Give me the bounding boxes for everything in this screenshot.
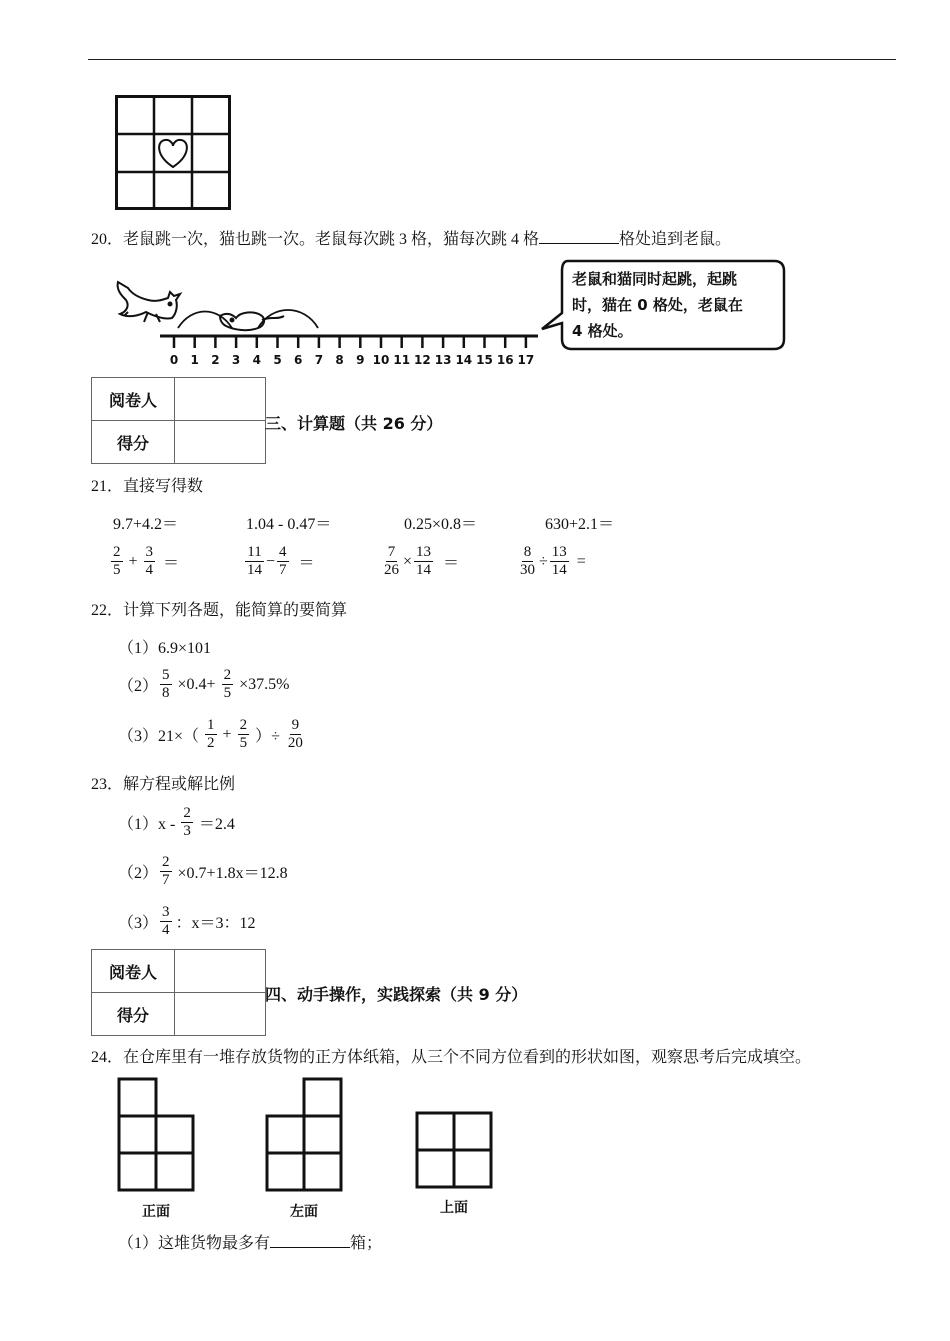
top-view-figure [414,1110,494,1217]
q23-part-1: （1）x - $\frac{2}{3}$ ＝2.4 [118,805,235,839]
left-view-figure [264,1076,344,1221]
question-text: ．在仓库里有一堆存放货物的正方体纸箱，从三个不同方位看到的形状如图，观察思考后完成填空。 [107,1049,812,1066]
q21-frac-expr-1: $\frac{2}{5}$ + $\frac{3}{4}$ ＝ [113,544,180,578]
cat-icon [118,282,180,322]
ruler-tick-label: 1 [190,353,199,367]
question-number: 22 [91,602,107,619]
q21-expr-3: 0.25×0.8＝ [404,516,478,533]
ruler-tick-label: 3 [231,353,241,367]
q22-part-3: （3）21×（ $\frac{1}{2}$ + $\frac{2}{5}$ ）÷ $\frac{9}{20}$ [118,717,303,751]
score-box [91,377,266,464]
heart-grid-figure [115,95,233,216]
question-text: （1）这堆货物最多有 [118,1235,271,1252]
question-20 [91,226,731,249]
ruler-tick-label: 10 [372,353,390,367]
bubble-line: 时，猫在 0 格处，老鼠在 [572,296,743,314]
reviewer-label: 阅卷人 [92,378,175,421]
score-label: 得分 [92,993,175,1036]
question-23 [91,771,235,794]
question-number: 21 [91,478,107,495]
question-text-end: 箱； [350,1235,383,1252]
score-box [91,949,266,1036]
ruler-tick-label: 0 [169,353,179,367]
answer-blank[interactable] [270,1233,350,1248]
score-cell[interactable] [175,421,266,464]
question-21 [91,473,203,496]
ruler-tick-label: 14 [455,353,473,367]
view-caption-top: 上面 [440,1200,468,1216]
ruler-tick-label: 7 [314,353,324,367]
ruler-tick-label: 17 [517,353,535,367]
q22-part-2: （2） $\frac{5}{8}$ ×0.4+ $\frac{2}{5}$ ×37.5% [118,667,290,701]
question-text: ．老鼠跳一次，猫也跳一次。老鼠每次跳 3 格，猫每次跳 4 格 [107,231,540,248]
q21-expr-2: 1.04 - 0.47＝ [246,516,332,533]
reviewer-cell[interactable] [175,950,266,993]
heart-icon [159,140,187,167]
ruler-tick-label: 2 [211,353,220,367]
ruler-tick-label: 16 [496,353,514,367]
cat-mouse-number-line [108,276,548,377]
section-title-4: 四、动手操作，实践探索（共 9 分） [265,985,528,1004]
section-title-3: 三、计算题（共 26 分） [265,414,443,433]
q24-part-1 [118,1230,382,1253]
q21-expr-1: 9.7+4.2＝ [113,516,179,533]
header-rule [88,59,896,60]
ruler-tick-label: 4 [252,353,261,367]
q21-expr-4: 630+2.1＝ [545,516,615,533]
q21-frac-expr-3: $\frac{7}{26}$ × $\frac{13}{14}$ ＝ [384,544,460,578]
bubble-line: 4 格处。 [572,322,633,340]
ruler-tick-label: 5 [273,353,282,367]
view-caption-left: 左面 [290,1204,318,1220]
question-text: ．计算下列各题，能简算的要简算 [107,602,348,619]
ruler-tick-label: 9 [356,353,365,367]
question-number: 24 [91,1049,107,1066]
view-caption-front: 正面 [142,1204,170,1220]
reviewer-label: 阅卷人 [92,950,175,993]
answer-blank[interactable] [539,229,619,244]
ruler-tick-label: 15 [476,353,493,367]
score-label: 得分 [92,421,175,464]
reviewer-cell[interactable] [175,378,266,421]
ruler-tick-label: 6 [294,353,303,367]
question-number: 20 [91,231,107,248]
bubble-line: 老鼠和猫同时起跳，起跳 [572,270,738,288]
question-text: ．直接写得数 [107,478,204,495]
q23-part-2: （2） $\frac{2}{7}$ ×0.7+1.8x＝12.8 [118,854,288,888]
q22-part-1: （1）6.9×101 [118,640,212,657]
ruler-tick-label: 12 [414,353,431,367]
q21-frac-expr-2: $\frac{11}{14}$ − $\frac{4}{7}$ ＝ [247,544,315,578]
q23-part-3: （3） $\frac{3}{4}$ ：x＝3：12 [118,904,256,938]
ruler-tick-label: 8 [335,353,344,367]
question-22 [91,597,347,620]
question-24 [91,1044,811,1067]
ruler-tick-label: 11 [393,353,411,367]
question-text-end: 格处追到老鼠。 [619,231,732,248]
mouse-icon [220,312,284,330]
question-text: ．解方程或解比例 [107,776,236,793]
score-cell[interactable] [175,993,266,1036]
question-number: 23 [91,776,107,793]
front-view-figure [116,1076,196,1221]
ruler-tick-label: 13 [434,353,452,367]
q21-frac-expr-4: $\frac{8}{30}$ ÷ $\frac{13}{14}$ = [520,544,586,578]
